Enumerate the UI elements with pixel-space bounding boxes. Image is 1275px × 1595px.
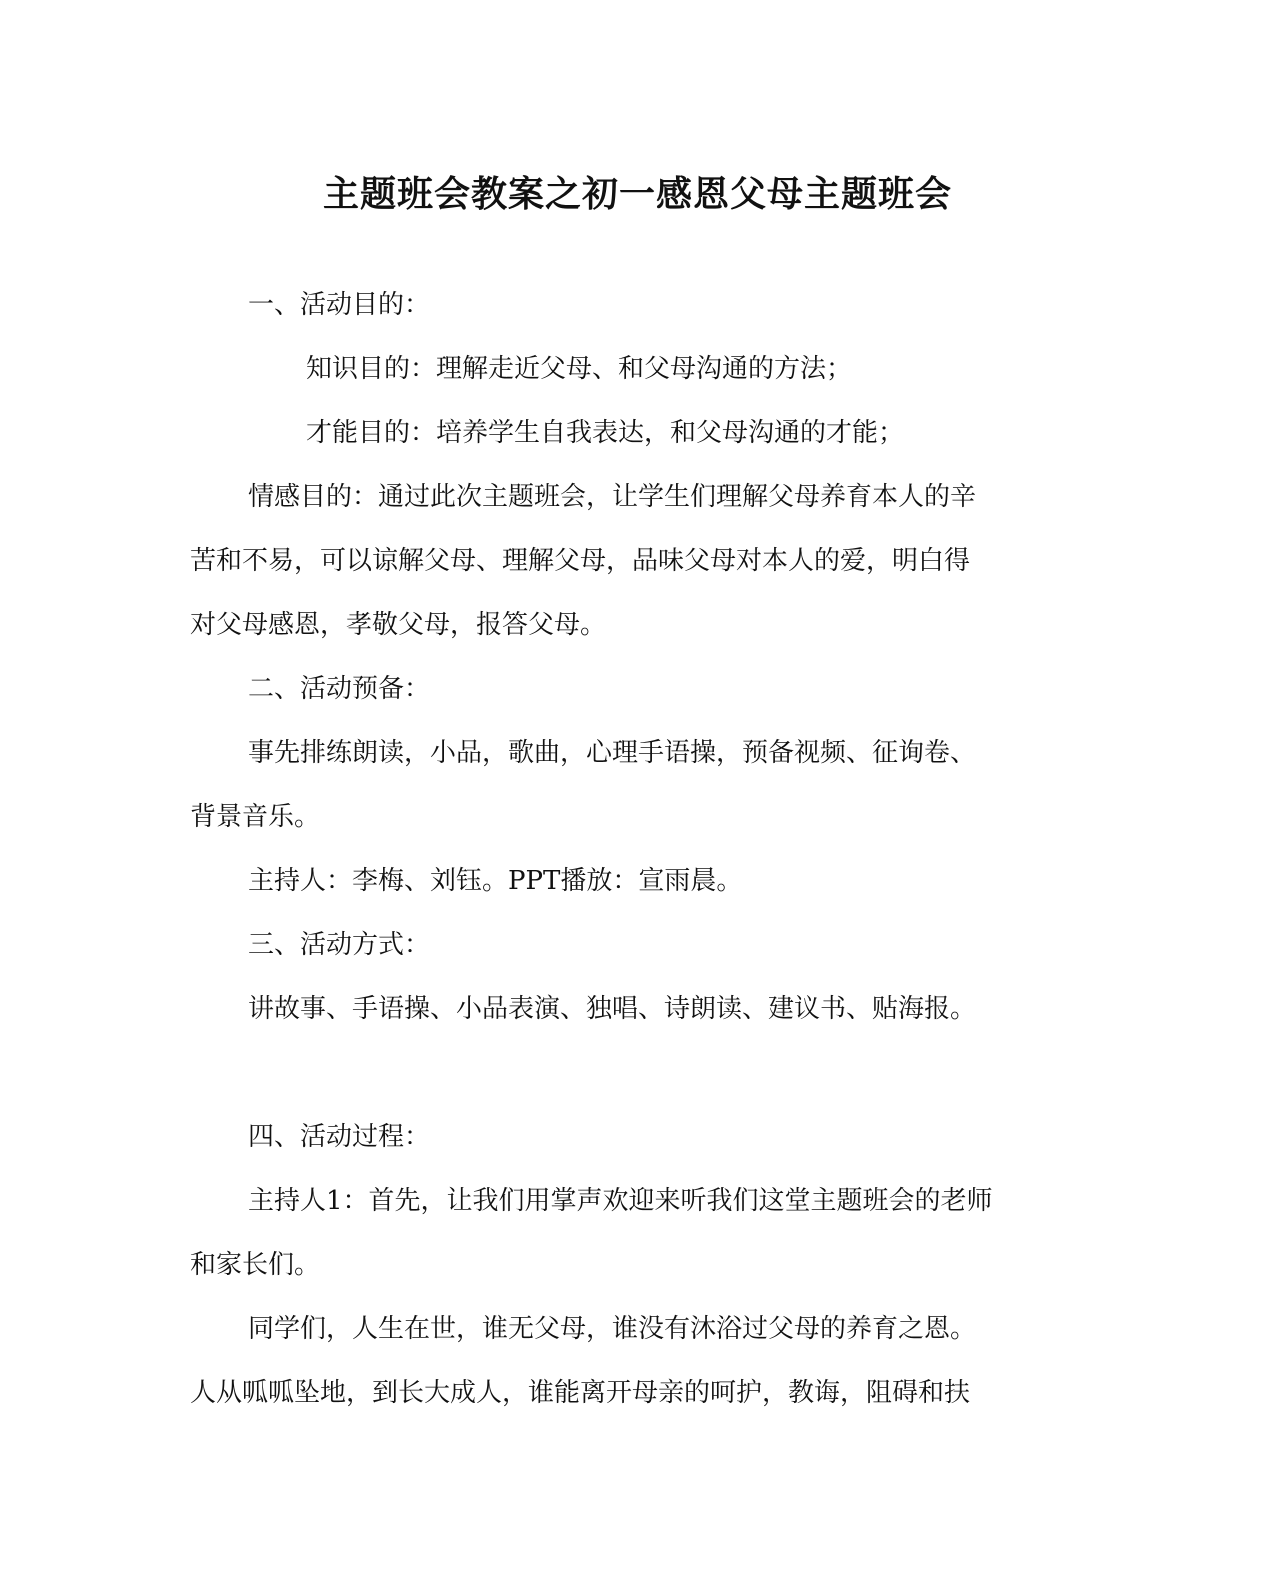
- paragraph-students-address: [190, 1297, 1070, 1425]
- text-line: 三、活动方式：: [248, 930, 431, 960]
- text-line: 背景音乐。: [190, 802, 321, 832]
- text-line: 讲故事、手语操、小品表演、独唱、诗朗读、建议书、贴海报。: [248, 994, 977, 1024]
- document-title: 主题班会教案之初一感恩父母主题班会: [322, 173, 952, 215]
- paragraph-activity-forms: [190, 977, 1070, 1041]
- text-line: 对父母感恩，孝敬父母，报答父母。: [190, 610, 607, 640]
- paragraph-preparation: [190, 721, 1070, 849]
- text-line: 知识目的：理解走近父母、和父母沟通的方法；: [306, 354, 853, 384]
- section-heading-1: [190, 273, 1070, 337]
- paragraph-emotion-goal: [190, 465, 1070, 657]
- section-heading-4: [190, 1105, 1070, 1169]
- text-line: 二、活动预备：: [248, 674, 431, 704]
- text-line: 主持人：李梅、刘钰。PPT播放：宣雨晨。: [248, 866, 743, 896]
- text-line: 同学们，人生在世，谁无父母，谁没有沐浴过父母的养育之恩。: [248, 1314, 977, 1344]
- section-heading-2: [190, 657, 1070, 721]
- paragraph-hosts: [190, 849, 1070, 913]
- text-line: 才能目的：培养学生自我表达，和父母沟通的才能；: [306, 418, 905, 448]
- paragraph-host1-opening: [190, 1169, 1070, 1297]
- paragraph-ability-goal: [190, 401, 1070, 465]
- paragraph-knowledge-goal: [190, 337, 1070, 401]
- section-heading-3: [190, 913, 1070, 977]
- text-line: 和家长们。: [190, 1250, 321, 1280]
- text-line: 苦和不易，可以谅解父母、理解父母，品味父母对本人的爱，明白得: [190, 546, 971, 576]
- text-line: 主持人1：首先，让我们用掌声欢迎来听我们这堂主题班会的老师: [248, 1186, 993, 1216]
- text-line: 情感目的：通过此次主题班会，让学生们理解父母养育本人的辛: [248, 482, 977, 512]
- text-line: 事先排练朗读，小品，歌曲，心理手语操，预备视频、征询卷、: [248, 738, 977, 768]
- text-line: 人从呱呱坠地，到长大成人，谁能离开母亲的呵护，教诲，阻碍和扶: [190, 1378, 971, 1408]
- text-line: 四、活动过程：: [248, 1122, 431, 1152]
- text-line: 一、活动目的：: [248, 290, 431, 320]
